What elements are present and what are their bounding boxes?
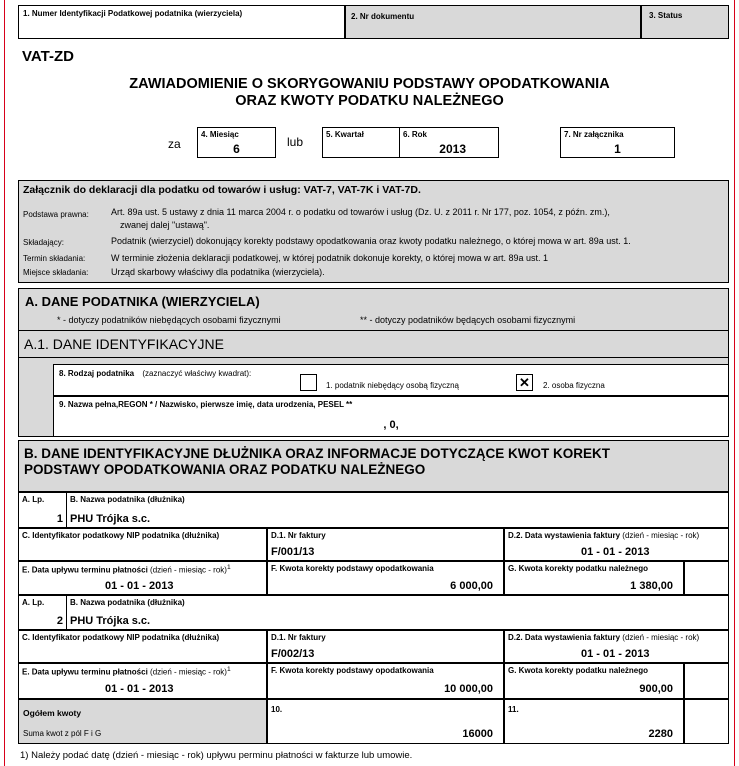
total-tax-value: 2280 (648, 728, 673, 740)
lp-cell-2 (18, 595, 67, 630)
totals-sub-label: Suma kwot z pól F i G (23, 729, 102, 738)
empty-cell (684, 699, 729, 744)
taxpayer-type-option-1-checkbox[interactable] (300, 374, 317, 391)
info-heading: Załącznik do deklaracji dla podatku od towarów i usług: VAT-7, VAT-7K i VAT-7D. (23, 184, 421, 196)
divider (18, 330, 729, 331)
section-a-note-2: ** - dotyczy podatników będących osobami fizycznymi (360, 315, 576, 325)
lp-label: A. Lp. (22, 495, 45, 504)
base-correction-cell-2[interactable] (267, 663, 504, 699)
invoice-number-cell-2[interactable] (267, 630, 504, 663)
month-label: 4. Miesiąc (201, 130, 239, 139)
invoice-number-value-1: F/001/13 (271, 546, 315, 558)
section-b-title-line1: B. DANE IDENTYFIKACYJNE DŁUŻNIKA ORAZ INFORMACJE DOTYCZĄCE KWOT KOREKT (24, 446, 610, 461)
due-date-value-2: 01 - 01 - 2013 (105, 683, 174, 695)
base-correction-cell-1[interactable] (267, 561, 504, 595)
attachment-number-label: 7. Nr załącznika (564, 130, 624, 139)
attachment-number-value: 1 (614, 142, 621, 156)
year-value: 2013 (439, 142, 466, 156)
lp-value-1: 1 (56, 513, 63, 525)
lub-label: lub (287, 135, 304, 149)
section-a-note-1: * - dotyczy podatników niebędących osobami fizycznymi (57, 315, 281, 325)
invoice-date-cell-2[interactable] (504, 630, 729, 663)
debtor-name-label: B. Nazwa podatnika (dłużnika) (70, 598, 185, 607)
invoice-date-label: D.2. Data wystawienia faktury (dzień - miesiąc - rok) (508, 531, 700, 540)
invoice-number-label: D.1. Nr faktury (271, 531, 326, 540)
divider (18, 357, 729, 358)
invoice-date-label: D.2. Data wystawienia faktury (dzień - miesiąc - rok) (508, 633, 700, 642)
total-base-value: 16000 (462, 728, 493, 740)
status-field (641, 5, 729, 39)
tax-correction-value-2: 900,00 (639, 683, 673, 695)
invoice-number-value-2: F/002/13 (271, 648, 315, 660)
attachment-number-field[interactable] (560, 127, 675, 158)
month-field[interactable] (197, 127, 276, 158)
taxpayer-type-option-2-checkbox[interactable]: ✕ (516, 374, 533, 391)
section-a1-title: A.1. DANE IDENTYFIKACYJNE (24, 336, 224, 352)
taxpayer-name-label: 9. Nazwa pełna,REGON * / Nazwisko, pierwsze imię, data urodzenia, PESEL ** (59, 400, 353, 409)
section-b-title-line2: PODSTAWY OPODATKOWANIA ORAZ PODATKU NALEŻNEGO (24, 462, 426, 477)
nip-field-label: 1. Numer Identyfikacji Podatkowej podatnika (wierzyciela) (23, 9, 243, 18)
empty-cell (684, 561, 729, 595)
invoice-number-cell-1[interactable] (267, 528, 504, 561)
document-number-label: 2. Nr dokumentu (351, 12, 415, 21)
nip-field[interactable] (18, 5, 345, 39)
tax-correction-cell-1[interactable] (504, 561, 684, 595)
basis-label: Podstawa prawna: (23, 210, 89, 219)
debtor-name-value-1: PHU Trójka s.c. (70, 513, 151, 525)
section-a-title: A. DANE PODATNIKA (WIERZYCIELA) (25, 294, 260, 309)
lp-value-2: 2 (56, 615, 63, 627)
document-number-field (345, 5, 641, 39)
year-field[interactable] (399, 127, 499, 158)
totals-label-cell (18, 699, 267, 744)
quarter-field[interactable] (322, 127, 400, 158)
invoice-date-value-1: 01 - 01 - 2013 (581, 546, 650, 558)
year-label: 6. Rok (403, 130, 428, 139)
basis-text-2: zwanej dalej "ustawą". (120, 220, 210, 230)
base-correction-value-1: 6 000,00 (450, 580, 493, 592)
debtor-name-cell-2[interactable] (66, 595, 729, 630)
invoice-number-label: D.1. Nr faktury (271, 633, 326, 642)
base-correction-label: F. Kwota korekty podstawy opodatkowania (271, 666, 434, 675)
taxpayer-type-option-1-label: 1. podatnik niebędący osobą fizyczną (326, 381, 459, 390)
taxpayer-type-field (53, 364, 729, 396)
taxpayer-name-field[interactable] (53, 396, 729, 437)
due-date-label: E. Data upływu terminu płatności (dzień - miesiąc - rok)$^1$ (22, 564, 231, 575)
debtor-name-cell-1[interactable] (66, 492, 729, 528)
taxpayer-type-option-2-label: 2. osoba fizyczna (543, 381, 605, 390)
filer-text: Podatnik (wierzyciel) dokonujący korekty podstawy opodatkowania oraz kwoty podatku należnego, o której mowa w art. 89a ust. 1. (111, 236, 631, 246)
taxpayer-type-hint: (zaznaczyć właściwy kwadrat): (142, 369, 252, 378)
debtor-nip-label: C. Identyfikator podatkowy NIP podatnika (dłużnika) (22, 531, 220, 540)
form-code: VAT-ZD (22, 48, 74, 65)
status-label: 3. Status (649, 11, 683, 20)
month-value: 6 (233, 142, 240, 156)
total-base-field[interactable] (267, 699, 504, 744)
total-base-label: 10. (271, 705, 283, 714)
totals-label: Ogółem kwoty (23, 708, 82, 718)
base-correction-value-2: 10 000,00 (444, 683, 493, 695)
debtor-nip-label: C. Identyfikator podatkowy NIP podatnika (dłużnika) (22, 633, 220, 642)
due-date-value-1: 01 - 01 - 2013 (105, 580, 174, 592)
tax-correction-label: G. Kwota korekty podatku należnego (508, 666, 649, 675)
form-title-line1: ZAWIADOMIENIE O SKORYGOWANIU PODSTAWY OPODATKOWANIA (129, 76, 610, 92)
tax-correction-label: G. Kwota korekty podatku należnego (508, 564, 649, 573)
place-label: Miejsce składania: (23, 268, 89, 277)
lp-cell-1 (18, 492, 67, 528)
debtor-name-value-2: PHU Trójka s.c. (70, 615, 151, 627)
base-correction-label: F. Kwota korekty podstawy opodatkowania (271, 564, 434, 573)
debtor-nip-cell-2[interactable] (18, 630, 267, 663)
deadline-text: W terminie złożenia deklaracji podatkowej, w której podatnik dokonuje korekty, o której mowa w art. 89a ust. 1 (111, 253, 549, 263)
place-text: Urząd skarbowy właściwy dla podatnika (wierzyciela). (111, 267, 325, 277)
invoice-date-cell-1[interactable] (504, 528, 729, 561)
due-date-cell-2[interactable] (18, 663, 267, 699)
lp-label: A. Lp. (22, 598, 45, 607)
total-tax-field[interactable] (504, 699, 684, 744)
footnote: 1) Należy podać datę (dzień - miesiąc - rok) upływu perminu płatności w fakturze lub umowie. (20, 750, 413, 761)
form-title-line2: ORAZ KWOTY PODATKU NALEŻNEGO (235, 93, 504, 109)
tax-correction-cell-2[interactable] (504, 663, 684, 699)
due-date-label: E. Data upływu terminu płatności (dzień - miesiąc - rok)$^1$ (22, 666, 231, 677)
taxpayer-type-label: 8. Rodzaj podatnika (59, 369, 135, 378)
taxpayer-name-value: , 0, (383, 419, 399, 431)
debtor-nip-cell-1[interactable] (18, 528, 267, 561)
filer-label: Składający: (23, 238, 64, 247)
due-date-cell-1[interactable] (18, 561, 267, 595)
invoice-date-value-2: 01 - 01 - 2013 (581, 648, 650, 660)
za-label: za (168, 137, 181, 151)
basis-text-1: Art. 89a ust. 5 ustawy z dnia 11 marca 2004 r. o podatku od towarów i usług (Dz. U. z 2011 r. Nr 177, poz. 1054, z późn. zm.), (111, 207, 610, 217)
debtor-name-label: B. Nazwa podatnika (dłużnika) (70, 495, 185, 504)
empty-cell (684, 663, 729, 699)
total-tax-label: 11. (508, 705, 519, 714)
deadline-label: Termin składania: (23, 254, 86, 263)
tax-correction-value-1: 1 380,00 (630, 580, 673, 592)
quarter-label: 5. Kwartał (326, 130, 364, 139)
